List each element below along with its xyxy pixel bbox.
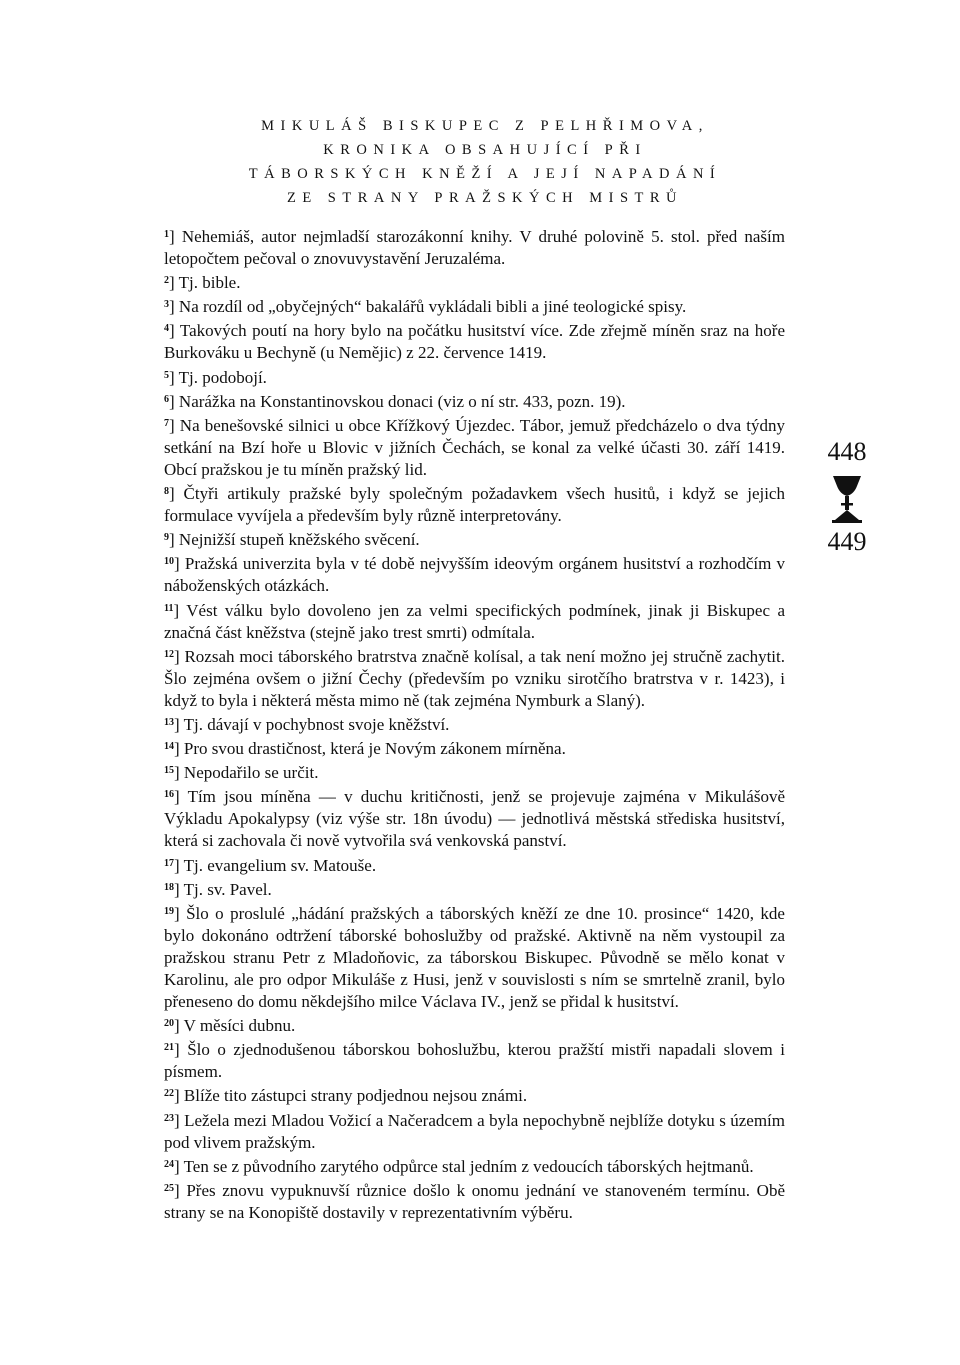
footnote-item [164,901,785,1013]
margin-page-marker [812,438,882,556]
footnote-number: 24 [164,1158,174,1170]
footnote-number: 8 [164,486,169,498]
footnote-text: Ten se z původního zarytého odpůrce stal jedním z vedoucích táborských hejtmanů. [183,1156,754,1176]
footnote-bracket: ] [174,1086,184,1106]
footnote-number: 25 [164,1182,174,1194]
footnote-item [164,1037,785,1083]
footnote-number: 3 [164,299,169,311]
footnote-text: Ležela mezi Mladou Vožicí a Načeradcem a byla nepochybně nejblíže dotyku s územím pod vlivem pražským. [164,1110,785,1152]
footnote-text: Vést válku bylo dovoleno jen za velmi specifických podmínek, jinak ji Biskupec a značná část kněžstva (stejně jako trest smrti) odmítala. [164,600,785,642]
footnote-bracket: ] [174,1180,187,1200]
footnote-item [164,389,785,413]
footnote-text: Tj. dávají v pochybnost svoje kněžství. [183,714,450,734]
footnote-number: 12 [164,648,174,660]
footnote-number: 16 [164,789,174,801]
footnote-item [164,760,785,784]
footnote-bracket: ] [169,530,179,550]
footnote-bracket: ] [169,297,179,317]
footnote-number: 1 [164,229,169,240]
footnote-item [164,527,785,551]
page-number-bottom: 449 [827,527,867,556]
footnote-item [164,1108,785,1154]
footnote-bracket: ] [174,763,184,783]
footnote-item [164,598,785,644]
header-line: KRONIKA OBSAHUJÍCÍ PŘI [323,142,647,158]
footnote-text: Nehemiáš, autor nejmladší starozákonní knihy. V druhé polovině 5. stol. před naším letopočtem pečoval o znovuvystavění Jeruzaléma. [164,227,785,269]
footnote-item [164,1154,785,1178]
footnote-number: 13 [164,716,174,728]
footnote-bracket: ] [169,273,179,293]
chalice-icon [827,470,867,526]
footnote-number: 5 [164,369,169,381]
header-line: MIKULÁŠ BISKUPEC Z PELHŘIMOVA, [261,118,709,134]
footnote-text: Tj. podobojí. [178,367,267,387]
footnote-item [164,1083,785,1107]
header-line: ZE STRANY PRAŽSKÝCH MISTRŮ [286,190,684,206]
footnote-bracket: ] [174,646,185,666]
page-number-top: 448 [827,437,867,466]
footnote-item [164,1013,785,1037]
footnote-item [164,413,785,481]
footnote-text: Čtyři artikuly pražské byly společným požadavkem všech husitů, i když se jejich formulace vyvíjela a především byly různě interpretovány. [164,484,785,526]
footnote-number: 2 [164,275,169,287]
header-line: TÁBORSKÝCH KNĚŽÍ A JEJÍ NAPADÁNÍ [248,166,722,182]
footnote-number: 6 [164,393,169,405]
footnote-text: Pražská univerzita byla v té době nejvyšším ideovým orgánem husitství a rozhodčím v náboženských otázkách. [164,554,785,596]
footnote-text: Tj. bible. [178,273,241,293]
footnote-text: Tím jsou míněna — v duchu kritičnosti, jenž se projevuje zajména v Mikulášově Výkladu Apokalypsy (viz výše str. 18n úvodu) — jednotlivá městská střediska husitství, která si zachovala či nově vytvořila svá venkovská panství. [164,787,785,851]
footnote-text: Nepodařilo se určit. [183,763,319,783]
footnote-text: Tj. evangelium sv. Matouše. [183,855,377,875]
footnote-item [164,270,785,294]
footnote-item [164,853,785,877]
footnote-bracket: ] [169,227,182,246]
footnote-number: 18 [164,881,174,893]
footnote-number: 21 [164,1042,174,1054]
footnote-text: Šlo o zjednodušenou táborskou bohoslužbu, kterou pražští mistři napadali slovem i písmem. [164,1040,785,1082]
footnote-text: Takových poutí na hory bylo na počátku husitství více. Zde zřejmě míněn sraz na hoře Burkováku u Bechyně (u Nemějic) z 22. července 1419. [164,321,786,363]
footnote-bracket: ] [169,484,184,504]
footnote-item [164,224,785,270]
footnote-number: 9 [164,532,169,544]
footnote-bracket: ] [174,787,188,807]
footnote-bracket: ] [174,1040,188,1060]
footnote-bracket: ] [174,1156,184,1176]
footnote-item [164,736,785,760]
footnote-bracket: ] [174,714,184,734]
footnote-bracket: ] [174,1016,184,1036]
footnote-bracket: ] [169,367,179,387]
footnote-number: 7 [164,417,169,429]
footnote-text: Blíže tito zástupci strany podjednou nejsou známi. [183,1086,528,1106]
footnote-item [164,318,785,364]
footnote-item [164,784,785,852]
footnote-bracket: ] [169,321,180,341]
footnote-text: Narážka na Konstantinovskou donaci (viz o ní str. 433, pozn. 19). [178,391,626,411]
footnote-text: Nejnižší stupeň kněžského svěcení. [178,530,420,550]
footnote-bracket: ] [174,1110,185,1130]
footnote-item [164,644,785,712]
footnote-bracket: ] [174,855,184,875]
footnote-item [164,481,785,527]
footnote-text: Rozsah moci táborského bratrstva značně kolísal, a tak není možno jej stručně zachytit. Šlo zejména ovšem o jižní Čechy (především po vzniku sirotčího bratrstva v r. 1423), i když to byla i některá města mimo ně (tak zejména Nymburk a Slaný). [164,646,785,710]
footnote-number: 19 [164,905,174,917]
footnote-item [164,365,785,389]
footnote-bracket: ] [169,415,180,435]
footnote-number: 10 [164,556,174,568]
footnote-text: Na benešovské silnici u obce Křížkový Újezdec. Tábor, jemuž předcházelo o dva týdny setkání na Bzí hoře u Blovic v jižních Čechách, se konal za velké účasti 30. září 1419. Obcí pražskou je tu míněn pražský lid. [164,415,785,479]
footnote-bracket: ] [169,391,179,411]
footnote-text: Přes znovu vypuknuvší různice došlo k onomu jednání ve stanoveném termínu. Obě strany se na Konopiště dostavily v reprezentativním výběru. [164,1180,785,1222]
footnote-bracket: ] [174,879,184,899]
footnote-item [164,877,785,901]
footnote-item [164,712,785,736]
footnote-item [164,1178,785,1224]
footnote-text: Na rozdíl od „obyčejných“ bakalářů vykládali bibli a jiné teologické spisy. [178,297,687,317]
footnote-bracket: ] [174,554,185,574]
footnote-number: 4 [164,323,169,335]
running-header [120,114,850,210]
footnote-bracket: ] [173,600,187,620]
footnote-number: 14 [164,741,174,753]
footnote-number: 17 [164,857,174,869]
footnote-text: V měsíci dubnu. [183,1016,296,1036]
footnote-number: 15 [164,765,174,777]
footnote-number: 22 [164,1088,174,1100]
footnote-text: Tj. sv. Pavel. [183,879,272,899]
footnote-item [164,294,785,318]
footnote-number: 11 [164,602,174,614]
endnotes-list [164,224,785,1224]
footnote-bracket: ] [174,739,184,759]
footnote-number: 23 [164,1112,174,1124]
footnote-number: 20 [164,1018,174,1030]
footnote-bracket: ] [174,903,187,923]
footnote-text: Šlo o proslulé „hádání pražských a táborských kněží ze dne 10. prosince“ 1420, kde bylo dokonáno odtržení táborské bohoslužby od pražské. Aktivně na něm vystoupil za pražskou stranu Petr z Mladoňovic, za táborskou Biskupec. Původně se mělo konat v Karolinu, ale pro odpor Mikuláše z Husi, jenž v souvislosti s ním se smrtelně zranil, bylo přeneseno do domu někdejšího milce Václava IV., jenž se přidal k husitství. [164,903,785,1012]
footnote-text: Pro svou drastičnost, která je Novým zákonem mírněna. [183,739,566,759]
footnote-item [164,551,785,597]
